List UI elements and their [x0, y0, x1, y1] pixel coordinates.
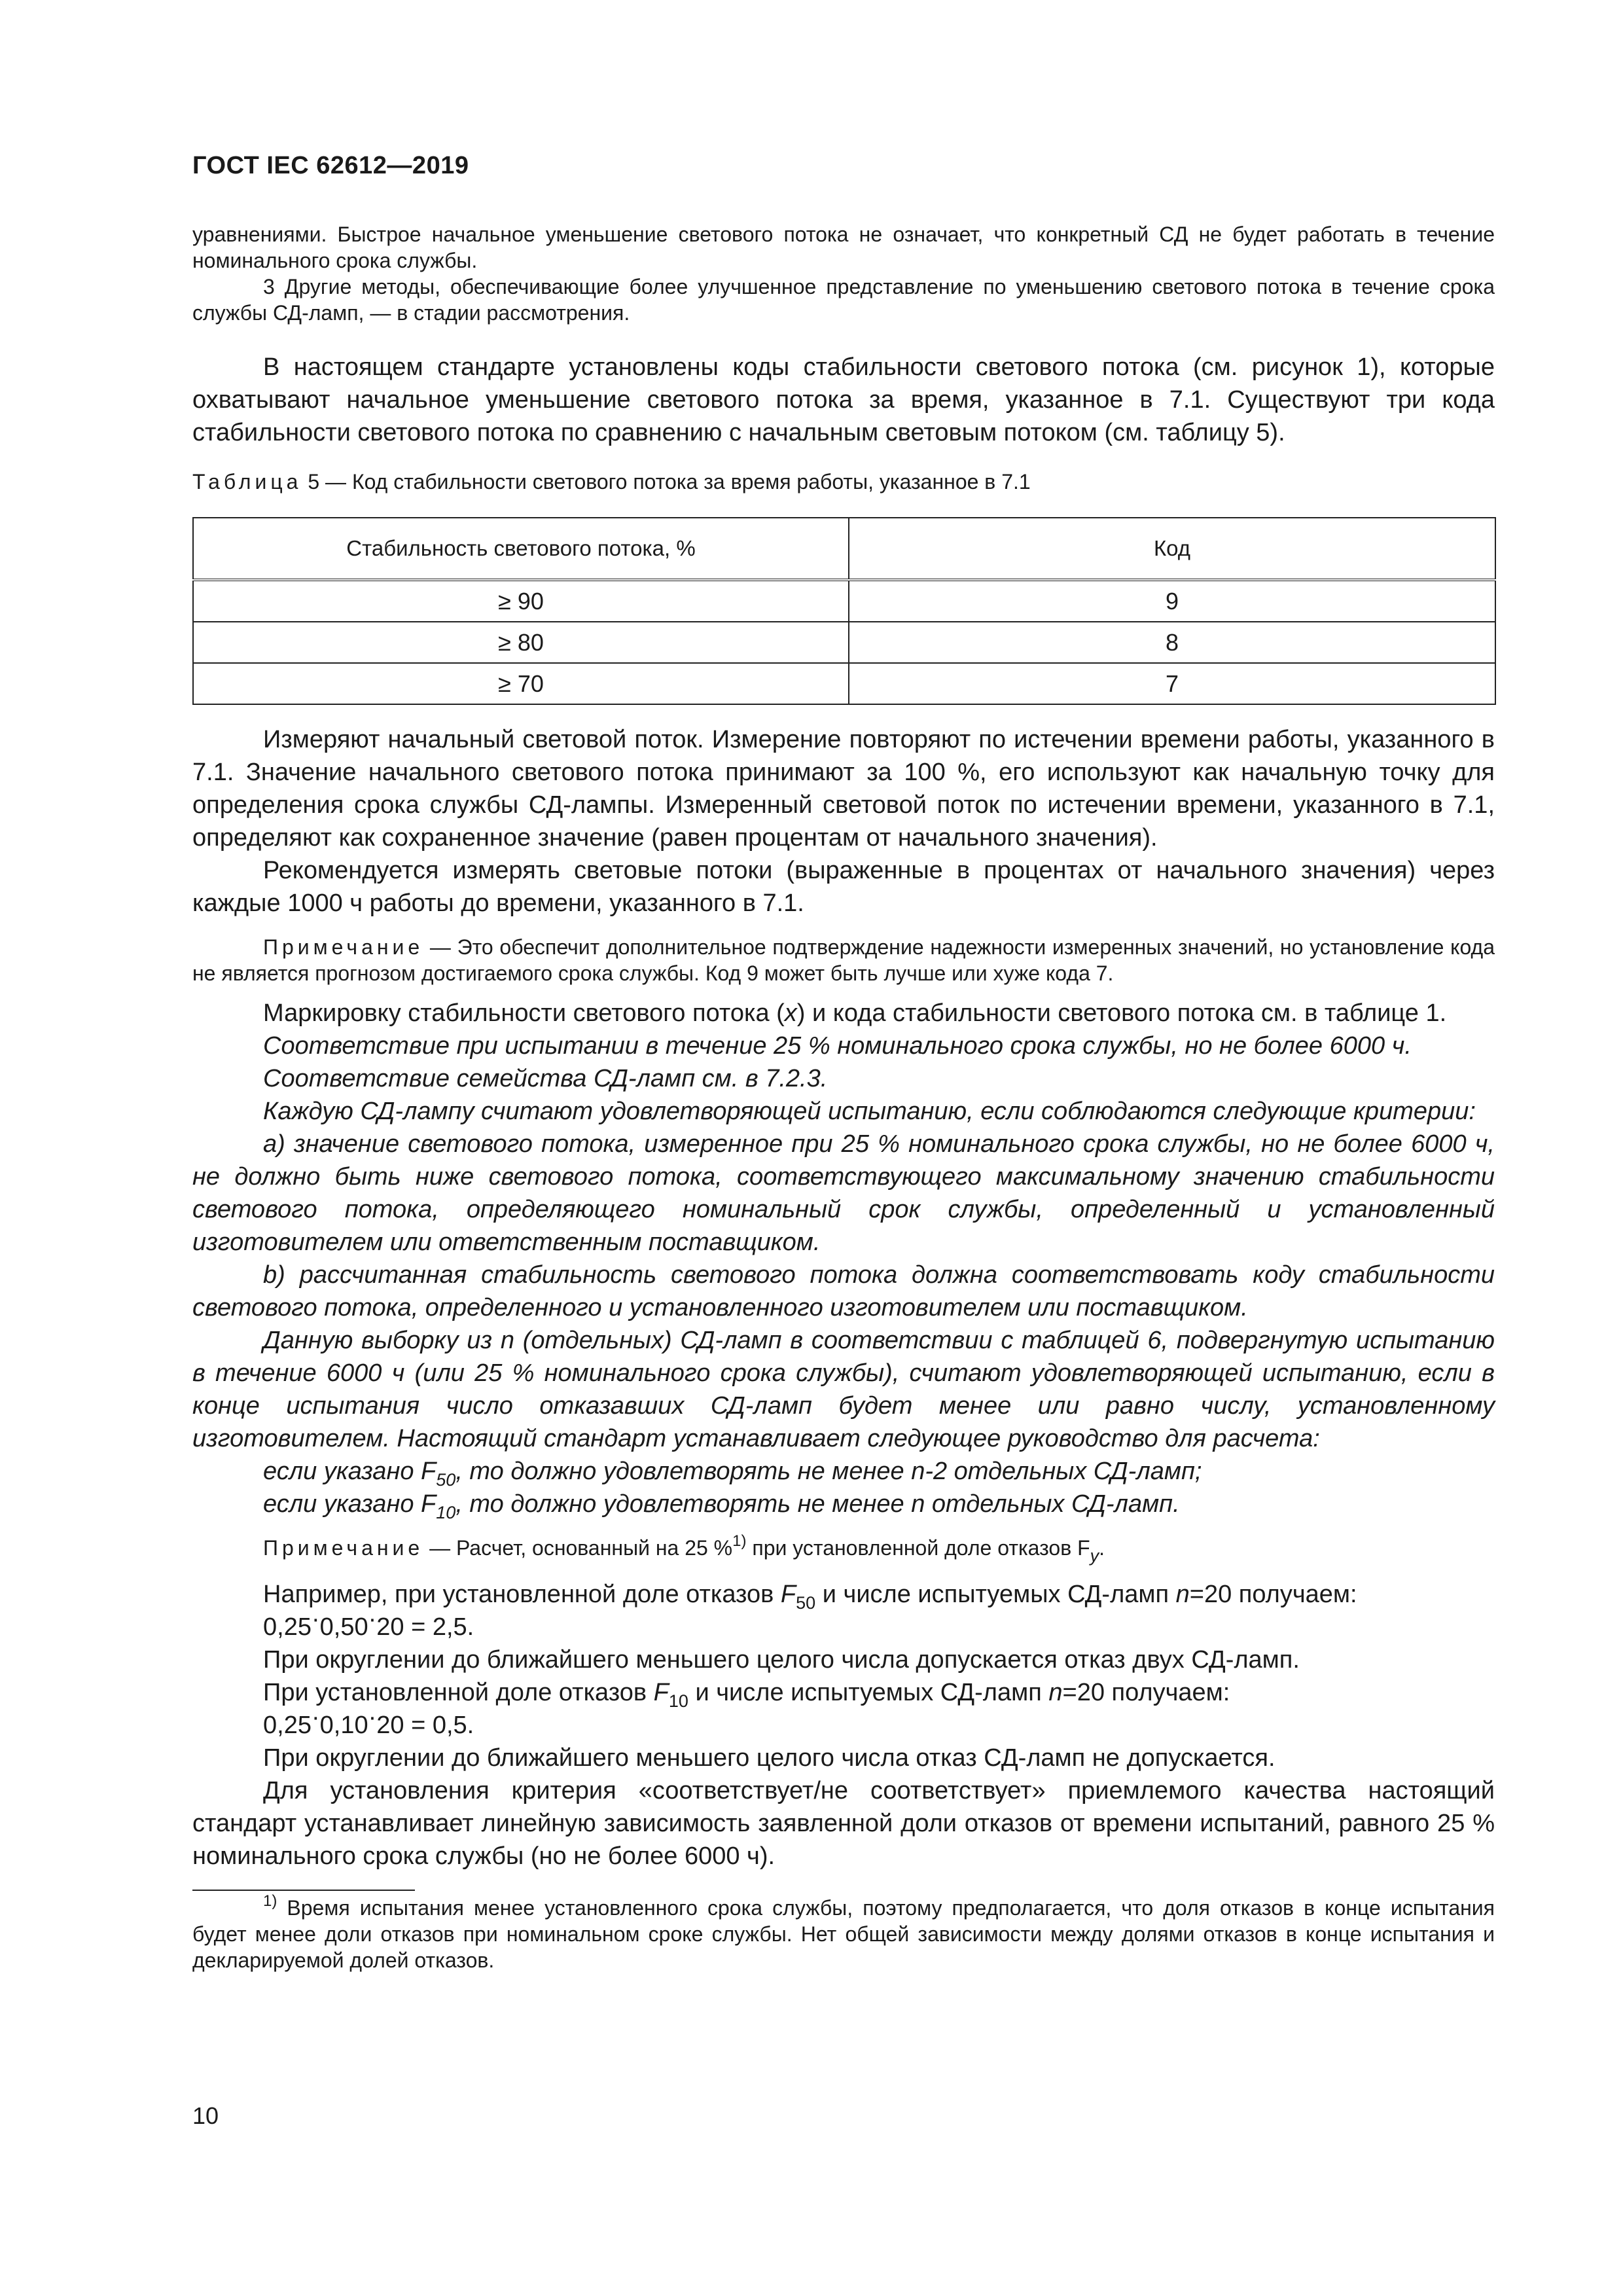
table-cell-code: 7 — [849, 663, 1495, 704]
note-1-text: — Это обеспечит дополнительное подтверждение надежности измеренных значений, но установление кода не является прогнозом достигаемого срока службы. Код 9 может быть лучше или хуже кода 7. — [192, 935, 1495, 985]
example-1-text-c: =20 получаем: — [1189, 1581, 1357, 1608]
marking-text-end: ) и кода стабильности светового потока см. в таблице 1. — [796, 999, 1447, 1027]
note-2-text-cont: при установленной доле отказов F — [746, 1536, 1090, 1560]
criterion-paragraph: Для установления критерия «соответствует/не соответствует» приемлемого качества настоящий стандарт устанавливает линейную зависимость заявленной доли отказов от времени испытаний, равного 25 % номинального срока службы (но не более 6000 ч). — [192, 1777, 1495, 1870]
f50-suffix: , то должно удовлетворять не менее n-2 отдельных СД-ламп; — [455, 1458, 1202, 1485]
footnote-mark: 1) — [263, 1892, 277, 1910]
marking-text-start: Маркировку стабильности светового потока ( — [263, 999, 785, 1027]
calc-2-b: 0,10 — [319, 1712, 368, 1739]
measure-paragraph: Измеряют начальный световой поток. Измерение повторяют по истечении времени работы, указанного в 7.1. Значение начального светового потока принимают за 100 %, его используют как начальную точку для определения срока службы СД-лампы. Измеренный световой поток по истечении времени, указанного в 7.1, определяют как сохраненное значение (равен процентам от начального значения). — [192, 726, 1495, 852]
example-1-f: F — [780, 1581, 796, 1608]
note-continuation: уравнениями. Быстрое начальное уменьшение светового потока не означает, что конкретный СД не будет работать в течение номинального срока службы. — [192, 223, 1495, 272]
example-1-text: Например, при установленной доле отказов — [263, 1581, 781, 1608]
f10-suffix: , то должно удовлетворять не менее n отдельных СД-ламп. — [455, 1490, 1180, 1518]
calc-2-a: 0,25 — [263, 1712, 312, 1739]
table-5 — [192, 517, 1496, 705]
table-row — [193, 580, 1495, 622]
example-1-text-b: и числе испытуемых СД-ламп — [815, 1581, 1176, 1608]
f50-subscript: 50 — [436, 1470, 456, 1490]
example-line-2: При округлении до ближайшего меньшего целого числа допускается отказ двух СД-ламп. — [263, 1646, 1300, 1674]
sample-paragraph: Данную выборку из n (отдельных) СД-ламп в соответствии с таблицей 6, подвергнутую испытанию в течение 6000 ч (или 25 % номинального срока службы), считают удовлетворяющей испытанию, если в конце испытания число отказавших СД-ламп будет менее или равно числу, установленному изготовителем. Настоящий стандарт устанавливает следующее руководство для расчета: — [192, 1327, 1495, 1452]
f10-prefix: если указано F — [263, 1490, 437, 1518]
example-3-text: При установленной доле отказов — [263, 1679, 654, 1706]
example-line-3 — [192, 1676, 1495, 1709]
example-line-4: При округлении до ближайшего меньшего целого числа отказ СД-ламп не допускается. — [263, 1744, 1275, 1772]
table-cell-stability: ≥ 80 — [193, 622, 849, 663]
footnote-divider — [192, 1890, 415, 1891]
note-3: 3 Другие методы, обеспечивающие более улучшенное представление по уменьшению светового потока в течение срока службы СД-ламп, — в стадии рассмотрения. — [192, 275, 1495, 325]
example-3-text-b: и числе испытуемых СД-ламп — [688, 1679, 1049, 1706]
calc-line-1: 0,25·0,50·20 = 2,5. — [263, 1605, 474, 1641]
table-header-stability: Стабильность светового потока, % — [193, 518, 849, 580]
example-1-n: n — [1175, 1581, 1190, 1608]
table-cell-stability: ≥ 70 — [193, 663, 849, 704]
family-line: Соответствие семейства СД-ламп см. в 7.2.3. — [263, 1065, 828, 1092]
f10-line — [192, 1488, 1495, 1520]
table-cell-code: 8 — [849, 622, 1495, 663]
table-header-row — [193, 518, 1495, 580]
f50-line — [192, 1455, 1495, 1488]
note-2 — [192, 1532, 1495, 1566]
recommend-paragraph: Рекомендуется измерять световые потоки (выраженные в процентах от начального значения) через каждые 1000 ч работы до времени, указанного в 7.1. — [192, 857, 1495, 917]
table-caption-text: 5 — Код стабильности светового потока за время работы, указанное в 7.1 — [308, 470, 1031, 493]
footnote-text: Время испытания менее установленного срока службы, поэтому предполагается, что доля отказов в конце испытания будет менее доли отказов при номинальном сроке службы. Нет общей зависимости между долями отказов в конце испытания и декларируемой долей отказов. — [192, 1896, 1495, 1972]
page-number: 10 — [192, 2102, 219, 2129]
footnote — [192, 1892, 1495, 1973]
marking-paragraph — [192, 997, 1495, 1030]
document-header: ГОСТ IEC 62612—2019 — [192, 152, 469, 179]
note-2-footnote-ref: 1) — [732, 1532, 747, 1550]
note-2-label: Примечание — [263, 1536, 424, 1560]
table-cell-code: 9 — [849, 580, 1495, 622]
example-3-n: n — [1048, 1679, 1063, 1706]
table-header-code: Код — [849, 518, 1495, 580]
example-3-f: F — [653, 1679, 669, 1706]
table-caption-label: Таблица — [192, 470, 302, 493]
criteria-line: Каждую СД-лампу считают удовлетворяющей испытанию, если соблюдаются следующие критерии: — [263, 1098, 1476, 1125]
example-1-sub: 50 — [796, 1593, 816, 1613]
note-2-subscript: y — [1090, 1546, 1099, 1566]
example-line-1 — [192, 1578, 1495, 1611]
criterion-b: b) рассчитанная стабильность светового потока должна соответствовать коду стабильности светового потока, определенного и установленного изготовителем или поставщиком. — [192, 1261, 1495, 1321]
calc-1-a: 0,25 — [263, 1613, 312, 1641]
table-caption — [192, 469, 1495, 495]
calc-2-c: 20 = 0,5. — [376, 1712, 474, 1739]
criterion-a: a) значение светового потока, измеренное при 25 % номинального срока службы, но не более 6000 ч, не должно быть ниже светового потока, соответствующего максимальному значению стабильности светового потока, определяющего номинальный срок службы, определенный и установленный изготовителем или ответственным поставщиком. — [192, 1130, 1495, 1256]
compliance-line: Соответствие при испытании в течение 25 % номинального срока службы, но не более 6000 ч. — [263, 1032, 1412, 1060]
table-cell-stability: ≥ 90 — [193, 580, 849, 622]
calc-line-2: 0,25·0,10·20 = 0,5. — [263, 1704, 474, 1739]
example-3-text-c: =20 получаем: — [1062, 1679, 1230, 1706]
table-row — [193, 663, 1495, 704]
f10-subscript: 10 — [436, 1503, 456, 1522]
calc-1-b: 0,50 — [319, 1613, 368, 1641]
marking-variable: x — [784, 999, 797, 1027]
calc-1-c: 20 = 2,5. — [376, 1613, 474, 1641]
note-1-label: Примечание — [263, 935, 424, 959]
note-2-end: . — [1099, 1536, 1105, 1560]
page-content — [192, 221, 1495, 1973]
example-3-sub: 10 — [668, 1691, 688, 1711]
f50-prefix: если указано F — [263, 1458, 437, 1485]
intro-paragraph: В настоящем стандарте установлены коды стабильности светового потока (см. рисунок 1), которые охватывают начальное уменьшение светового потока за время, указанное в 7.1. Существуют три кода стабильности светового потока по сравнению с начальным световым потоком (см. таблицу 5). — [192, 353, 1495, 446]
note-1 — [192, 934, 1495, 986]
note-2-text: — Расчет, основанный на 25 % — [423, 1536, 733, 1560]
table-row — [193, 622, 1495, 663]
